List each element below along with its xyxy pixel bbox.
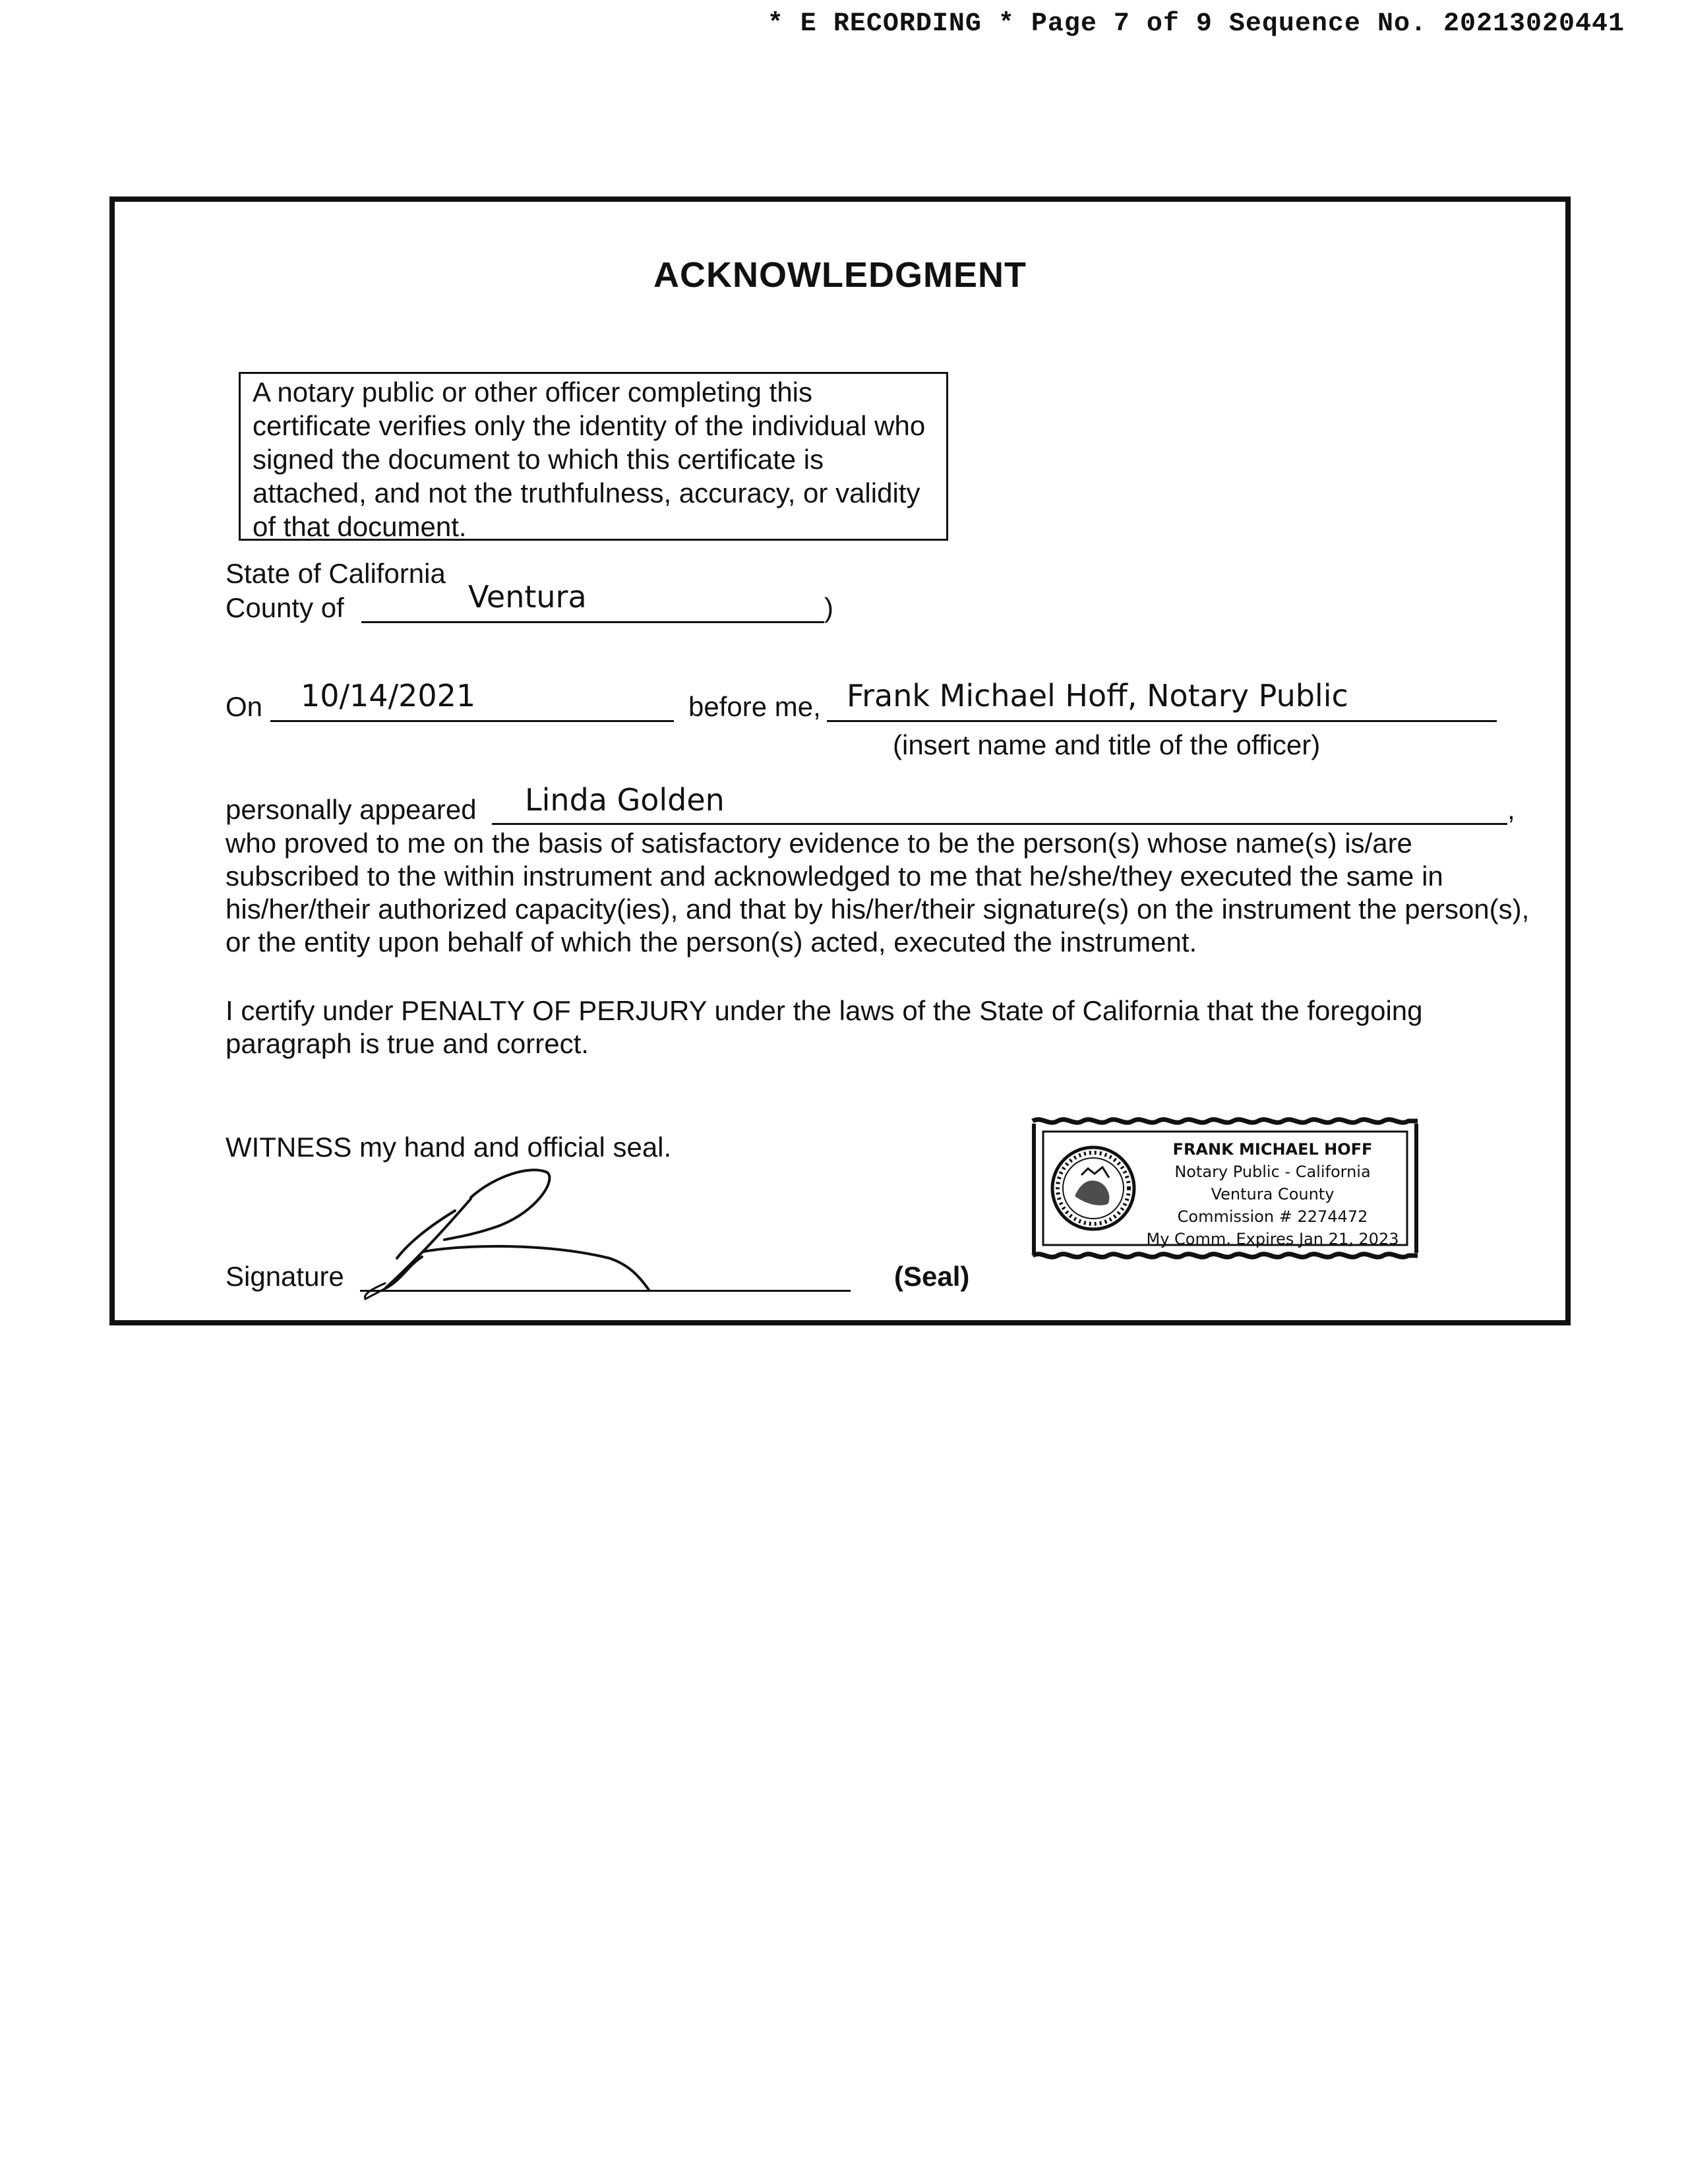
seal-commission: Commission # 2274472 bbox=[1177, 1207, 1368, 1226]
county-paren: ) bbox=[824, 592, 833, 623]
seal-notary-name: FRANK MICHAEL HOFF bbox=[1172, 1140, 1373, 1159]
county-value: Ventura bbox=[468, 579, 587, 615]
perjury-paragraph: I certify under PENALTY OF PERJURY under the laws of the State of California that the foregoing paragraph is true and correct. bbox=[226, 995, 1423, 1059]
signature-label: Signature bbox=[226, 1261, 344, 1292]
before-me-label: before me, bbox=[688, 691, 821, 722]
date-value: 10/14/2021 bbox=[301, 678, 476, 713]
page-title: ACKNOWLEDGMENT bbox=[653, 255, 1027, 295]
proof-paragraph: who proved to me on the basis of satisfactory evidence to be the person(s) whose name(s) is/are subscribed to the within instrument and acknowledged to me that he/she/they executed the same in his/her/their authorized capacity(ies), and that by his/her/their signature(s) on the instrument the person(s), or the entity upon behalf of which the person(s) acted, executed the instrument. bbox=[226, 828, 1530, 957]
recording-header: * E RECORDING * Page 7 of 9 Sequence No. 20213020441 bbox=[767, 9, 1625, 39]
date-underline bbox=[270, 720, 674, 722]
county-label: County of bbox=[226, 592, 344, 623]
state-label: State of California bbox=[226, 558, 446, 589]
officer-caption: (insert name and title of the officer) bbox=[893, 729, 1321, 760]
officer-underline bbox=[827, 720, 1497, 722]
seal-county: Ventura County bbox=[1211, 1185, 1335, 1203]
seal-expires: My Comm. Expires Jan 21, 2023 bbox=[1146, 1230, 1399, 1248]
seal-label: (Seal) bbox=[894, 1261, 970, 1292]
notary-notice-box: A notary public or other officer completing this certificate verifies only the identity of the individual who signed the document to which this certificate is attached, and not the truthfulness, accuracy, or validity of that document. bbox=[239, 372, 948, 541]
officer-value: Frank Michael Hoff, Notary Public bbox=[847, 678, 1348, 713]
appeared-label: personally appeared bbox=[226, 794, 477, 825]
seal-notary-title: Notary Public - California bbox=[1174, 1163, 1371, 1181]
on-label: On bbox=[226, 691, 263, 722]
appeared-comma: , bbox=[1507, 794, 1515, 825]
county-underline bbox=[361, 621, 824, 623]
appeared-value: Linda Golden bbox=[525, 782, 725, 818]
seal-text-block bbox=[1141, 1138, 1404, 1250]
handwritten-signature bbox=[339, 1151, 669, 1303]
acknowledgment-frame bbox=[109, 197, 1571, 1325]
appeared-underline bbox=[492, 823, 1507, 825]
witness-text: WITNESS my hand and official seal. bbox=[226, 1132, 672, 1163]
